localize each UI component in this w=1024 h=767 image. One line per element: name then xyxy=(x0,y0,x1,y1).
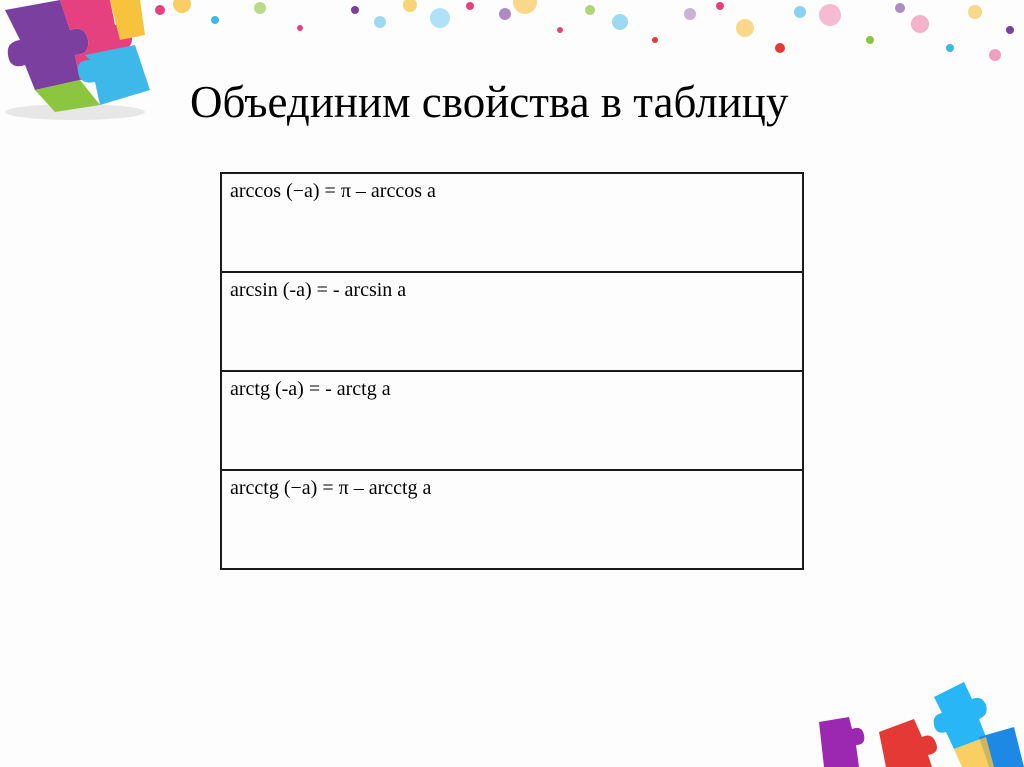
puzzle-pieces-icon xyxy=(804,677,1024,767)
properties-table xyxy=(220,172,804,570)
table-cell-arcctg: arcctg (−a) = π – arcctg a xyxy=(221,470,803,569)
table-row xyxy=(221,272,803,371)
table-cell-arccos: arccos (−a) = π – arccos a xyxy=(221,173,803,272)
table-cell-arctg: arctg (-a) = - arctg a xyxy=(221,371,803,470)
table-row xyxy=(221,173,803,272)
page-title: Объединим свойства в таблицу xyxy=(190,77,789,127)
table-cell-arcsin: arcsin (-a) = - arcsin a xyxy=(221,272,803,371)
table-row xyxy=(221,470,803,569)
table-row xyxy=(221,371,803,470)
puzzle-pieces-icon xyxy=(0,0,160,125)
